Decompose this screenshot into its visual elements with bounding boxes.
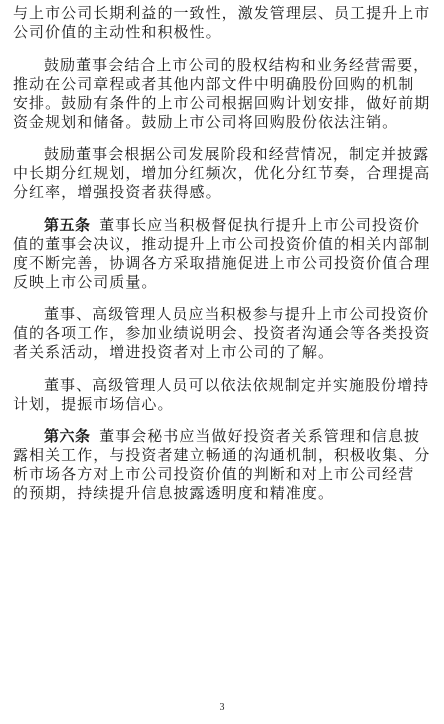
line-text: 分红率，增强投资者获得感。 <box>13 183 222 202</box>
line-text: 反映上市公司质量。 <box>13 272 158 291</box>
article-paragraph <box>13 427 431 503</box>
line-text: 资金规划和储备。鼓励上市公司将回购股份依法注销。 <box>13 112 399 131</box>
paragraph-gap <box>13 202 431 216</box>
text-line <box>13 145 431 164</box>
line-text: 公司价值的主动性和积极性。 <box>13 23 222 41</box>
body-paragraph <box>13 4 431 42</box>
line-text: 者关系活动，增进投资者对上市公司的了解。 <box>13 343 335 362</box>
line-text: 与上市公司长期利益的一致性，激发管理层、员工提升上市 <box>13 4 431 22</box>
text-line <box>13 465 431 484</box>
text-line <box>13 164 431 183</box>
paragraph-gap <box>13 132 431 146</box>
line-text: 度不断完善，协调各方采取措施促进上市公司投资价值合理 <box>13 253 431 272</box>
text-line <box>13 183 431 202</box>
text-line <box>13 56 431 75</box>
text-line <box>13 94 431 113</box>
text-line <box>13 446 431 465</box>
text-line <box>13 484 431 503</box>
line-text: 的预期，持续提升信息披露透明度和精准度。 <box>13 484 335 503</box>
paragraph-gap <box>13 414 431 428</box>
text-line <box>13 235 431 254</box>
text-line <box>13 216 431 235</box>
line-text: 中长期分红规划，增加分红频次，优化分红节奏，合理提高 <box>13 164 431 183</box>
line-text: 董事长应当积极督促执行提升上市公司投资价 <box>99 215 421 234</box>
line-text: 鼓励董事会根据公司发展阶段和经营情况，制定并披露 <box>44 145 430 164</box>
text-line <box>13 254 431 273</box>
text-line <box>13 113 431 132</box>
line-text: 值的各项工作，参加业绩说明会、投资者沟通会等各类投资 <box>13 324 431 343</box>
line-text: 鼓励董事会结合上市公司的股权结构和业务经营需要， <box>44 55 430 74</box>
line-text: 露相关工作，与投资者建立畅通的沟通机制，积极收集、分 <box>13 446 431 465</box>
line-text: 董事、高级管理人员应当积极参与提升上市公司投资价 <box>44 305 430 324</box>
line-text: 董事、高级管理人员可以依法依规制定并实施股份增持 <box>44 375 430 394</box>
paragraph-gap <box>13 42 431 56</box>
text-line <box>13 324 431 343</box>
text-line <box>13 305 431 324</box>
line-text: 析市场各方对上市公司投资价值的判断和对上市公司经营 <box>13 465 415 484</box>
document-body <box>13 4 431 503</box>
article-number: 第五条 <box>44 215 91 234</box>
text-line <box>13 4 431 23</box>
line-text: 安排。鼓励有条件的上市公司根据回购计划安排，做好前期 <box>13 93 431 112</box>
line-text: 计划，提振市场信心。 <box>13 394 174 413</box>
text-line <box>13 376 431 395</box>
line-text: 董事会秘书应当做好投资者关系管理和信息披 <box>99 427 421 446</box>
page-number: 3 <box>219 702 225 713</box>
text-line <box>13 23 431 42</box>
text-line <box>13 75 431 94</box>
text-line <box>13 427 431 446</box>
body-paragraph <box>13 56 431 132</box>
body-paragraph <box>13 305 431 362</box>
line-text: 值的董事会决议，推动提升上市公司投资价值的相关内部制 <box>13 234 431 253</box>
body-paragraph <box>13 145 431 202</box>
paragraph-gap <box>13 292 431 306</box>
article-number: 第六条 <box>44 427 91 446</box>
text-line <box>13 343 431 362</box>
article-paragraph <box>13 216 431 292</box>
body-paragraph <box>13 376 431 414</box>
line-text: 推动在公司章程或者其他内部文件中明确股份回购的机制 <box>13 74 415 93</box>
paragraph-gap <box>13 362 431 376</box>
text-line <box>13 273 431 292</box>
text-line <box>13 395 431 414</box>
